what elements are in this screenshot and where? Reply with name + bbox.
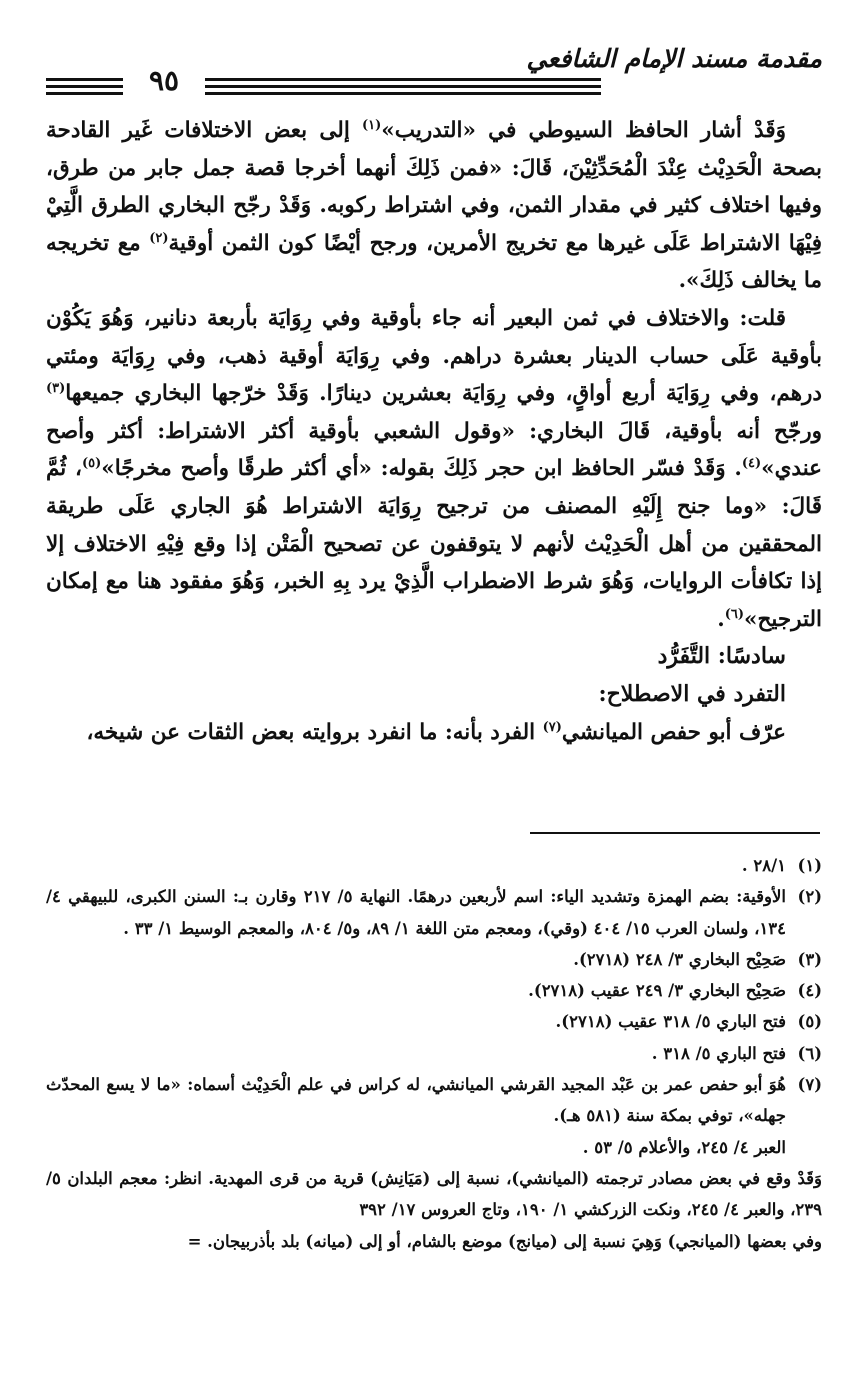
footnote-continuation: وفي بعضها (الميانجي) وَهِيَ نسبة إلى (ميانج) موضع بالشام، أو إلى (ميانه) بلد بأذربيجان. =	[187, 1231, 822, 1251]
footnote-ref: (٧)	[542, 719, 562, 735]
footnote-number: (١)	[797, 856, 822, 875]
subsection-heading: التفرد في الاصطلاح:	[598, 680, 786, 707]
running-title: مقدمة مسند الإمام الشافعي	[526, 44, 822, 73]
footnote	[46, 850, 822, 881]
footnote-text: الأوقية: بضم الهمزة وتشديد الياء: اسم لأربعين درهمًا. النهاية ٥/ ٢١٧ وقارن بـ: السنن الكبرى، للبيهقي ٤/ ١٣٤، ولسان العرب ١٥/ ٤٠٤ (وقي)، ومعجم متن اللغة ١/ ٨٩، و٥/ ٨٠٤، والمعجم الوسيط ١/ ٣٣ .	[46, 887, 786, 938]
footnote-continuation: العبر ٤/ ٢٤٥، والأعلام ٥/ ٥٣ .	[582, 1137, 786, 1157]
footnote-number: (٤)	[797, 981, 822, 1001]
main-text	[46, 112, 822, 751]
paragraph	[46, 300, 822, 638]
text-run: وَقَدْ أشار الحافظ السيوطي في «التدريب»	[381, 118, 786, 143]
page-number: ٩٥	[148, 64, 180, 97]
footnote	[46, 881, 822, 944]
footnote-number: (٧)	[797, 1075, 822, 1095]
text-run: الفرد بأنه: ما انفرد بروايته بعض الثقات عن شيخه،	[86, 719, 543, 745]
footnote-number: (٣)	[797, 949, 822, 969]
text-run: .	[717, 606, 725, 632]
footnote	[46, 1069, 822, 1132]
text-run: عرّف أبو حفص الميانشي	[561, 719, 786, 745]
header-rule	[46, 92, 123, 95]
footnote-ref: (٤)	[741, 456, 762, 472]
paragraph	[46, 112, 822, 300]
paragraph	[46, 714, 822, 752]
footnote	[46, 1038, 822, 1069]
footnote-number: (٦)	[797, 1043, 822, 1063]
footnote-text: ٢٨/١ .	[741, 856, 786, 875]
text-run: ، ثُمَّ قَالَ: «وما جنح إِلَيْهِ المصنف من ترجيح رِوَايَة الاشتراط هُوَ الجاري عَلَى طريقة المحققين من أهل الْحَدِيْث لأنهم لا يتوقفون عن تصحيح الْمَتْن إذا وقع فِيْهِ الاختلاف إلا إذا تكافأت الروايات، وَهُوَ شرط الاضطراب الَّذِيْ يرد بِهِ الخبر، وَهُوَ مفقود هنا مع إمكان الترجيح»	[46, 456, 822, 632]
text-run: إلى بعض الاختلافات غَير القادحة بصحة الْحَدِيْث عِنْدَ الْمُحَدِّثِيْنَ، قَالَ: «فمن ذَلِكَ أنهما أخرجا قصة جمل جابر من طرق، وفيها اختلاف كثير في مقدار الثمن، وفي اشتراط ركوبه. وَقَدْ رجّح البخاري الطرق الَّتِيْ فِيْهَا الاشتراط عَلَى غيرها مع تخريج الأمرين، ورجح أيْضًا كون الثمن أوقية	[46, 118, 823, 256]
footnote-text: فتح الباري ٥/ ٣١٨ .	[651, 1043, 786, 1063]
footnote	[46, 1006, 822, 1037]
footnote-text: صَحِيْح البخاري ٣/ ٢٤٨ (٢٧١٨).	[573, 949, 786, 969]
footnote-text: صَحِيْح البخاري ٣/ ٢٤٩ عقيب (٢٧١٨).	[528, 981, 786, 1001]
footnote	[46, 975, 822, 1006]
footnote-ref: (٥)	[81, 456, 102, 472]
header-rule	[205, 85, 601, 88]
header-rule	[46, 78, 123, 81]
section-heading: سادسًا: التَّفَرُّد	[657, 643, 786, 670]
footnote-separator	[530, 832, 820, 834]
footnote-ref: (٣)	[46, 381, 66, 396]
footnote-continuation: وَقَدْ وقع في بعض مصادر ترجمته (الميانشي)، نسبة إلى (مَيَانِش) قرية من قرى المهدية. انظر: معجم البلدان ٥/ ٢٣٩، والعبر ٤/ ٢٤٥، ونكت الزركشي ١/ ١٩٠، وتاج العروس ١٧/ ٣٩٢	[46, 1168, 822, 1220]
text-run: . وَقَدْ فسّر الحافظ ابن حجر ذَلِكَ بقوله: «أي أكثر طرقًا وأصح مخرجًا»	[101, 456, 742, 482]
header-rule	[46, 85, 123, 88]
footnote	[46, 944, 822, 975]
footnotes	[46, 850, 822, 1257]
text-run: ورجّح أنه بأوقية، قَالَ البخاري: «وقول الشعبي بأوقية أكثر الاشتراط: أكثر وأصح عندي»	[46, 418, 823, 482]
footnote-number: (٢)	[797, 887, 822, 907]
footnote-text: هُوَ أبو حفص عمر بن عَبْد المجيد القرشي الميانشي، له كراس في علم الْحَدِيْث أسماه: «ما لا يسع المحدّث جهله»، توفي بمكة سنة (٥٨١ هـ).	[46, 1075, 786, 1126]
footnote-ref: (٢)	[149, 230, 169, 246]
text-run: مع تخريجه ما يخالف ذَلِكَ».	[46, 230, 822, 294]
text-run: قلت: والاختلاف في ثمن البعير أنه جاء بأوقية وفي رِوَايَة بأربعة دنانير، وَهُوَ يَكُوْن بأوقية عَلَى حساب الدينار بعشرة دراهم. وفي رِوَايَة أوقية ذهب، وفي رِوَايَة ومئتي درهم، وفي رِوَايَة أربع أواقٍ، وفي رِوَايَة بعشرين دينارًا. وَقَدْ خرّجها البخاري جميعها	[46, 305, 822, 407]
header-rule	[205, 92, 601, 95]
footnote-number: (٥)	[797, 1012, 822, 1032]
footnote-ref: (٦)	[724, 606, 745, 622]
footnote-ref: (١)	[362, 117, 382, 133]
footnote-text: فتح الباري ٥/ ٣١٨ عقيب (٢٧١٨).	[555, 1012, 786, 1032]
header-rule	[205, 78, 601, 81]
